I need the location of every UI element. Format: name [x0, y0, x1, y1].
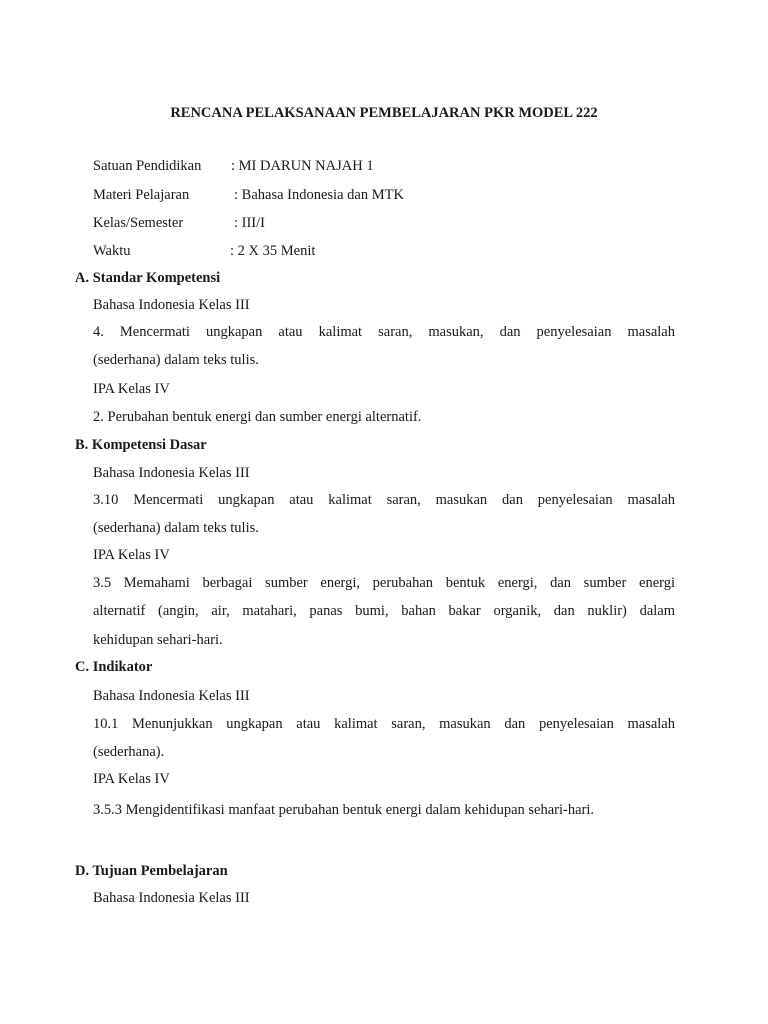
kelas-label: Kelas/Semester	[93, 215, 184, 231]
section-a-heading: A. Standar Kompetensi	[75, 270, 221, 286]
section-b-heading: B. Kompetensi Dasar	[75, 437, 207, 453]
section-a-item2: 2. Perubahan bentuk energi dan sumber energi alternatif.	[93, 409, 422, 425]
section-b-sub2: IPA Kelas IV	[93, 547, 170, 563]
waktu-label: Waktu	[93, 243, 131, 259]
document-title: RENCANA PELAKSANAAN PEMBELAJARAN PKR MODEL 222	[170, 105, 598, 121]
materi-value: : Bahasa Indonesia dan MTK	[234, 187, 404, 203]
section-d-sub1: Bahasa Indonesia Kelas III	[93, 890, 250, 906]
section-a-sub1: Bahasa Indonesia Kelas III	[93, 297, 250, 313]
section-b-item1-line2: (sederhana) dalam teks tulis.	[93, 520, 259, 536]
satuan-label: Satuan Pendidikan	[93, 158, 202, 174]
section-b-item2-line3: kehidupan sehari-hari.	[93, 632, 223, 648]
section-c-item1-line1: 10.1 Menunjukkan ungkapan atau kalimat saran, masukan dan penyelesaian masalah	[93, 716, 675, 732]
section-b-sub1: Bahasa Indonesia Kelas III	[93, 465, 250, 481]
section-a-item1-line2: (sederhana) dalam teks tulis.	[93, 352, 259, 368]
section-c-item1-line2: (sederhana).	[93, 744, 165, 760]
section-a-sub2: IPA Kelas IV	[93, 381, 170, 397]
section-b-item2-line1: 3.5 Memahami berbagai sumber energi, perubahan bentuk energi, dan sumber energi	[93, 575, 675, 591]
section-b-item1-line1: 3.10 Mencermati ungkapan atau kalimat saran, masukan dan penyelesaian masalah	[93, 492, 675, 508]
waktu-value: : 2 X 35 Menit	[230, 243, 316, 259]
section-c-item2: 3.5.3 Mengidentifikasi manfaat perubahan bentuk energi dalam kehidupan sehari-hari.	[93, 802, 595, 818]
section-c-heading: C. Indikator	[75, 659, 153, 675]
section-a-item1-line1: 4. Mencermati ungkapan atau kalimat saran, masukan, dan penyelesaian masalah	[93, 324, 675, 340]
section-c-sub2: IPA Kelas IV	[93, 771, 170, 787]
satuan-value: : MI DARUN NAJAH 1	[231, 158, 374, 174]
materi-label: Materi Pelajaran	[93, 187, 190, 203]
kelas-value: : III/I	[234, 215, 265, 231]
section-b-item2-line2: alternatif (angin, air, matahari, panas bumi, bahan bakar organik, dan nuklir) dalam	[93, 603, 675, 619]
section-c-sub1: Bahasa Indonesia Kelas III	[93, 688, 250, 704]
section-d-heading: D. Tujuan Pembelajaran	[75, 863, 228, 879]
